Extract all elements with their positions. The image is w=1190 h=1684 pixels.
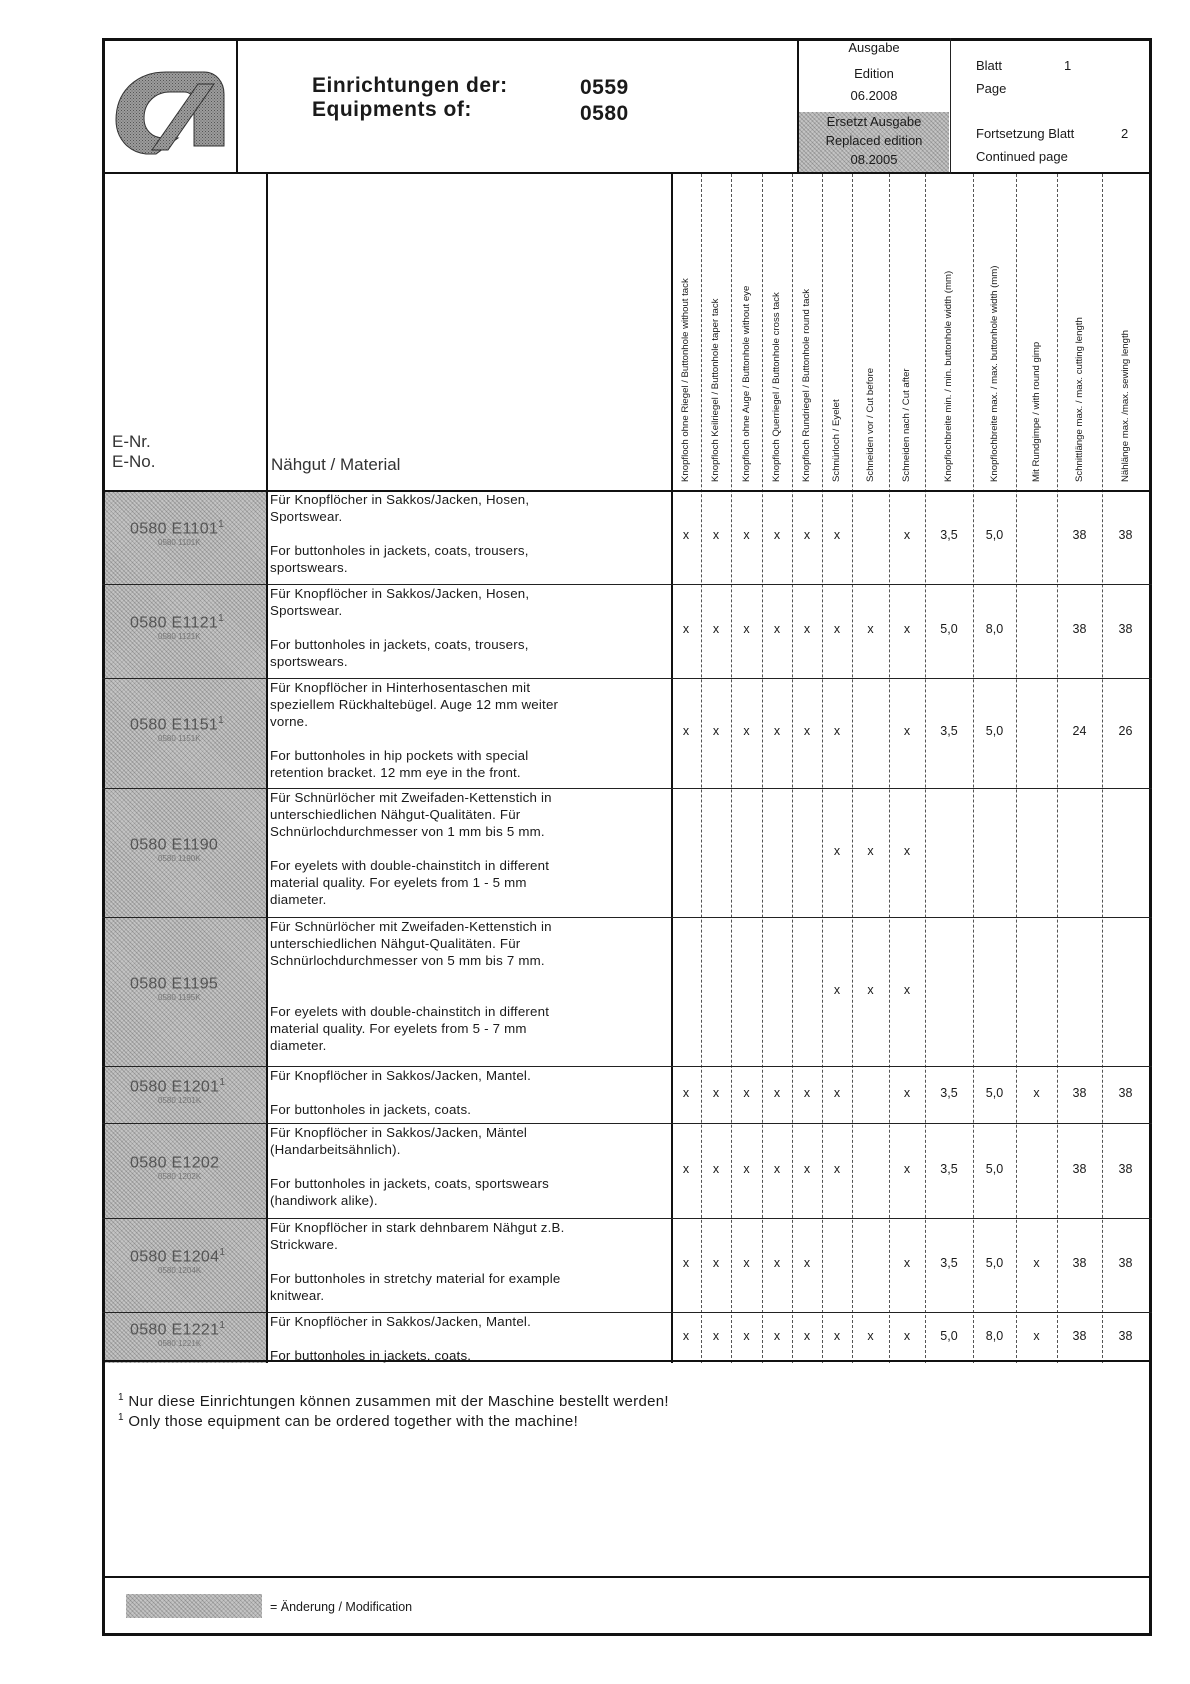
title-en: Equipments of: — [312, 98, 472, 121]
column-header-label: Mit Rundgimpe / with round gimp — [1030, 341, 1042, 482]
equipment-number-text: 0580 E1221 — [130, 1320, 220, 1338]
table-cell: x — [743, 622, 750, 636]
equipment-number-text: 0580 E1202 — [130, 1153, 220, 1171]
footnote-ref: 1 — [218, 519, 224, 530]
table-cell: x — [867, 843, 874, 858]
equipment-number — [130, 1153, 219, 1172]
table-cell: 3,5 — [940, 528, 958, 542]
enr-label-de: E-Nr. — [112, 432, 151, 451]
legend-text: = Änderung / Modification — [270, 1600, 413, 1614]
equipment-number — [130, 835, 218, 854]
table-cell: x — [773, 528, 781, 542]
table-cell: 38 — [1118, 1085, 1133, 1100]
table-cell: x — [867, 1328, 874, 1343]
table-cell: x — [743, 1085, 750, 1100]
table-cell: x — [903, 1328, 911, 1343]
table-cell: 5,0 — [985, 528, 1004, 542]
column-header-label: Nählänge max. /max. sewing length — [1119, 330, 1131, 482]
replaced-edition-block — [799, 112, 949, 172]
equipment-number — [130, 519, 224, 538]
edition-label-de: Ausgabe — [848, 40, 900, 55]
table-cell: x — [712, 622, 720, 636]
column-divider — [731, 174, 732, 1363]
column-divider — [792, 174, 793, 1363]
footnote-text-en: Only those equipment can be ordered together with the machine! — [128, 1413, 579, 1430]
machine-number-2: 0580 — [580, 102, 629, 125]
row-divider — [102, 1123, 1152, 1124]
table-cell: x — [712, 1328, 720, 1343]
row-divider — [102, 1066, 1152, 1067]
table-cell: x — [682, 1161, 690, 1176]
table-cell: 3,5 — [940, 1256, 958, 1270]
column-divider — [822, 174, 823, 1363]
material-description: Für Knopflöcher in stark dehnbarem Nähgut z.B. Strickware. For buttonholes in stretchy material for example knitwear. — [270, 1220, 565, 1303]
column-divider — [889, 174, 890, 1363]
table-cell: 3,5 — [940, 724, 958, 738]
table-cell: x — [743, 528, 750, 542]
table-cell: 38 — [1118, 622, 1133, 636]
replaced-label-en: Replaced edition — [825, 132, 923, 148]
equipment-number — [130, 1320, 225, 1339]
table-cell: 5,0 — [940, 622, 958, 636]
column-divider — [852, 174, 853, 1363]
table-cell: x — [773, 1161, 781, 1176]
column-header-label: Knopflochbreite max. / max. buttonhole width (mm) — [988, 265, 1000, 482]
table-cell: x — [682, 622, 690, 636]
column-header-label: Knopfloch ohne Auge / Buttonhole without eye — [740, 285, 752, 482]
table-cell: x — [903, 1085, 911, 1100]
column-header-label: Knopfloch Querriegel / Buttonhole cross tack — [771, 292, 782, 482]
table-cell: x — [833, 1161, 841, 1176]
table-cell: x — [682, 1256, 690, 1270]
table-cell: 38 — [1118, 528, 1133, 542]
legend-top-line — [102, 1576, 1152, 1578]
table-cell: 38 — [1118, 1256, 1133, 1270]
column-header-label: Schneiden nach / Cut after — [901, 368, 912, 482]
table-cell: 3,5 — [940, 1085, 958, 1100]
column-header-label: Schneiden vor / Cut before — [864, 367, 876, 482]
table-cell: x — [903, 843, 911, 858]
equipment-number — [130, 974, 218, 993]
material-description: Für Schnürlöcher mit Zweifaden-Kettenstich in unterschiedlichen Nähgut-Qualitäten. Für Schnürlochdurchmesser von 1 mm bis 5 mm. For eyelets with double-chainstitch in different material quality. For eyelets from 1 - 5 mm diameter. — [270, 790, 552, 907]
table-cell: x — [773, 622, 781, 636]
equipment-subnumber: 0580 1121K — [158, 632, 201, 641]
replaced-date: 08.2005 — [850, 151, 898, 167]
table-cell: x — [803, 528, 811, 542]
equipment-subnumber: 0580 1151K — [158, 734, 201, 743]
footnote-de — [118, 1392, 669, 1410]
equipment-number — [130, 613, 224, 632]
page-number: 1 — [1064, 58, 1072, 73]
column-divider — [762, 174, 763, 1363]
material-label: Nähgut / Material — [271, 455, 401, 474]
equipment-number-text: 0580 E1151 — [130, 716, 219, 734]
table-cell: x — [712, 1161, 720, 1176]
equipment-subnumber: 0580 1204K — [158, 1266, 202, 1275]
table-cell: x — [903, 528, 911, 542]
replaced-label-de: Ersetzt Ausgabe — [826, 114, 922, 129]
footnote-ref: 1 — [218, 613, 224, 624]
table-cell: x — [773, 1256, 781, 1270]
table-cell: x — [833, 1328, 841, 1343]
enr-material-divider — [266, 174, 268, 1363]
table-cell: 5,0 — [940, 1328, 958, 1343]
table-cell: 38 — [1072, 1161, 1087, 1176]
table-cell: 3,5 — [940, 1161, 958, 1176]
table-cell: 8,0 — [985, 622, 1004, 636]
table-cell: x — [903, 724, 911, 738]
column-divider — [973, 174, 974, 1363]
table-cell: x — [833, 1085, 841, 1100]
row-divider — [102, 678, 1152, 679]
column-divider — [1016, 174, 1017, 1363]
page-label-en: Page — [976, 81, 1007, 96]
equipment-subnumber: 0580 1201K — [158, 1095, 202, 1105]
table-cell: 24 — [1072, 724, 1087, 738]
modification-swatch — [126, 1594, 262, 1618]
footnote-marker-de: 1 — [118, 1392, 124, 1403]
footnote-text-de: Nur diese Einrichtungen können zusammen mit der Maschine bestellt werden! — [128, 1393, 669, 1410]
table-cell: x — [743, 1161, 750, 1176]
column-divider — [701, 174, 702, 1363]
equipment-number — [130, 1247, 225, 1266]
header-divider-page — [950, 38, 951, 174]
table-cell: x — [773, 1085, 781, 1100]
table-cell: x — [803, 1256, 811, 1270]
table-cell: x — [1033, 1328, 1040, 1343]
table-cell: x — [903, 1161, 911, 1176]
footnote-marker-en: 1 — [118, 1412, 124, 1423]
equipment-number-text: 0580 E1201 — [130, 1077, 220, 1095]
table-cell: x — [833, 982, 841, 997]
column-divider — [925, 174, 926, 1363]
table-cell: x — [743, 1328, 750, 1343]
table-cell: x — [803, 724, 811, 738]
table-cell: x — [803, 622, 811, 636]
continued-number: 2 — [1121, 126, 1129, 141]
table-cell: x — [682, 1328, 690, 1343]
material-description: Für Knopflöcher in Sakkos/Jacken, Mantel. For buttonholes in jackets, coats. — [270, 1068, 531, 1117]
equipment-number-text: 0580 E1101 — [130, 520, 219, 538]
table-cell: x — [903, 1256, 911, 1270]
equipment-subnumber: 0580 1101K — [158, 538, 201, 547]
table-cell: x — [833, 528, 841, 542]
material-description: Für Schnürlöcher mit Zweifaden-Kettenstich in unterschiedlichen Nähgut-Qualitäten. Für Schnürlochdurchmesser von 5 mm bis 7 mm. For eyelets with double-chainstitch in different material quality. For eyelets from 5 - 7 mm diameter. — [270, 919, 552, 1053]
continued-label-en: Continued page — [976, 149, 1068, 164]
table-cell: x — [903, 622, 911, 636]
table-cell: x — [803, 1328, 811, 1343]
footnote-ref: 1 — [218, 715, 224, 726]
material-description: Für Knopflöcher in Hinterhosentaschen mit speziellem Rückhaltebügel. Auge 12 mm weiter vorne. For buttonholes in hip pockets with special retention bracket. 12 mm eye in the front. — [270, 680, 559, 780]
header-divider-logo — [236, 38, 238, 174]
table-cell: x — [1033, 1085, 1040, 1100]
table-cell: 38 — [1072, 1328, 1087, 1343]
table-cell: 5,0 — [985, 724, 1004, 738]
table-cell: 5,0 — [985, 1085, 1004, 1100]
table-cell: x — [743, 724, 750, 738]
table-cell: x — [803, 1085, 811, 1100]
table-cell: 38 — [1072, 528, 1087, 542]
column-header-label: Schnittlänge max. / max. cutting length — [1073, 317, 1085, 482]
table-cell: x — [712, 724, 720, 738]
table-cell: 38 — [1118, 1161, 1133, 1176]
column-header-label: Schnürloch / Eyelet — [831, 399, 842, 482]
column-header-label: Knopfloch ohne Riegel / Buttonhole without tack — [680, 278, 691, 482]
table-cell: x — [682, 528, 690, 542]
table-cell: x — [712, 1085, 720, 1100]
equipment-number-text: 0580 E1204 — [130, 1248, 220, 1266]
equipment-number-text: 0580 E1121 — [130, 614, 219, 632]
footnote-ref: 1 — [219, 1319, 226, 1331]
table-cell: x — [682, 724, 690, 738]
footnote-top-line — [102, 1360, 1152, 1362]
company-logo — [112, 56, 230, 156]
material-description: Für Knopflöcher in Sakkos/Jacken, Mäntel (Handarbeitsähnlich). For buttonholes in jackets, coats, sportswears (handiwork alike). — [270, 1125, 549, 1208]
machine-number-1: 0559 — [580, 76, 629, 99]
table-cell: 38 — [1072, 622, 1087, 636]
row-divider — [102, 1218, 1152, 1219]
enr-label-en: E-No. — [112, 452, 156, 471]
title-de: Einrichtungen der: — [312, 74, 508, 97]
equipment-number — [130, 1077, 225, 1096]
table-cell: x — [773, 1328, 781, 1343]
table-cell: x — [833, 843, 841, 858]
column-divider — [1102, 174, 1103, 1363]
table-cell: 8,0 — [985, 1328, 1004, 1343]
column-divider — [1057, 174, 1058, 1363]
enr-label — [112, 432, 155, 472]
column-header-label: Knopflochbreite min. / min. buttonhole width (mm) — [943, 270, 954, 482]
table-cell: 26 — [1118, 724, 1133, 738]
table-cell: x — [712, 528, 720, 542]
table-cell: 38 — [1072, 1256, 1087, 1270]
equipment-number-text: 0580 E1190 — [130, 835, 219, 853]
material-description: Für Knopflöcher in Sakkos/Jacken, Hosen, Sportswear. For buttonholes in jackets, coats, trousers, sportswears. — [270, 586, 530, 669]
row-divider — [102, 584, 1152, 585]
table-cell: x — [712, 1256, 720, 1270]
table-cell: x — [743, 1256, 750, 1270]
row-divider — [102, 788, 1152, 789]
equipment-subnumber: 0580 1221K — [158, 1338, 202, 1348]
footnote-ref: 1 — [219, 1247, 226, 1258]
column-header-label: Knopfloch Rundriegel / Buttonhole round tack — [801, 288, 812, 482]
footnote-ref: 1 — [219, 1076, 226, 1088]
header-row-line — [102, 490, 1152, 492]
material-columns-divider — [671, 174, 673, 1363]
table-cell: x — [1033, 1256, 1040, 1270]
equipment-number — [130, 715, 224, 734]
table-cell: 38 — [1118, 1328, 1133, 1343]
equipment-number-text: 0580 E1195 — [130, 974, 219, 992]
header-bottom-line — [102, 172, 1152, 174]
table-cell: 5,0 — [985, 1161, 1004, 1176]
table-cell: x — [682, 1085, 690, 1100]
edition-date: 06.2008 — [850, 88, 898, 103]
row-divider — [102, 917, 1152, 918]
table-cell: x — [833, 724, 841, 738]
continued-label-de: Fortsetzung Blatt — [976, 126, 1075, 141]
equipment-subnumber: 0580 1190K — [158, 853, 201, 863]
column-header-label: Knopfloch Keilriegel / Buttonhole taper tack — [710, 298, 721, 482]
table-cell: x — [773, 724, 781, 738]
row-divider — [102, 1312, 1152, 1313]
page-label-de: Blatt — [976, 58, 1003, 73]
table-cell: x — [903, 982, 911, 997]
table-cell: x — [867, 622, 874, 636]
material-description: Für Knopflöcher in Sakkos/Jacken, Hosen, Sportswear. For buttonholes in jackets, coats, trousers, sportswears. — [270, 492, 530, 575]
footnote-en — [118, 1412, 578, 1430]
table-cell: x — [833, 622, 841, 636]
equipment-subnumber: 0580 1195K — [158, 992, 201, 1002]
equipment-subnumber: 0580 1202K — [158, 1171, 202, 1181]
edition-label-en: Edition — [854, 66, 894, 81]
table-cell: 5,0 — [985, 1256, 1004, 1270]
table-cell: x — [867, 982, 874, 997]
material-description: Für Knopflöcher in Sakkos/Jacken, Mantel. For buttonholes in jackets, coats. — [270, 1314, 531, 1363]
table-cell: x — [803, 1161, 811, 1176]
table-cell: 38 — [1072, 1085, 1087, 1100]
